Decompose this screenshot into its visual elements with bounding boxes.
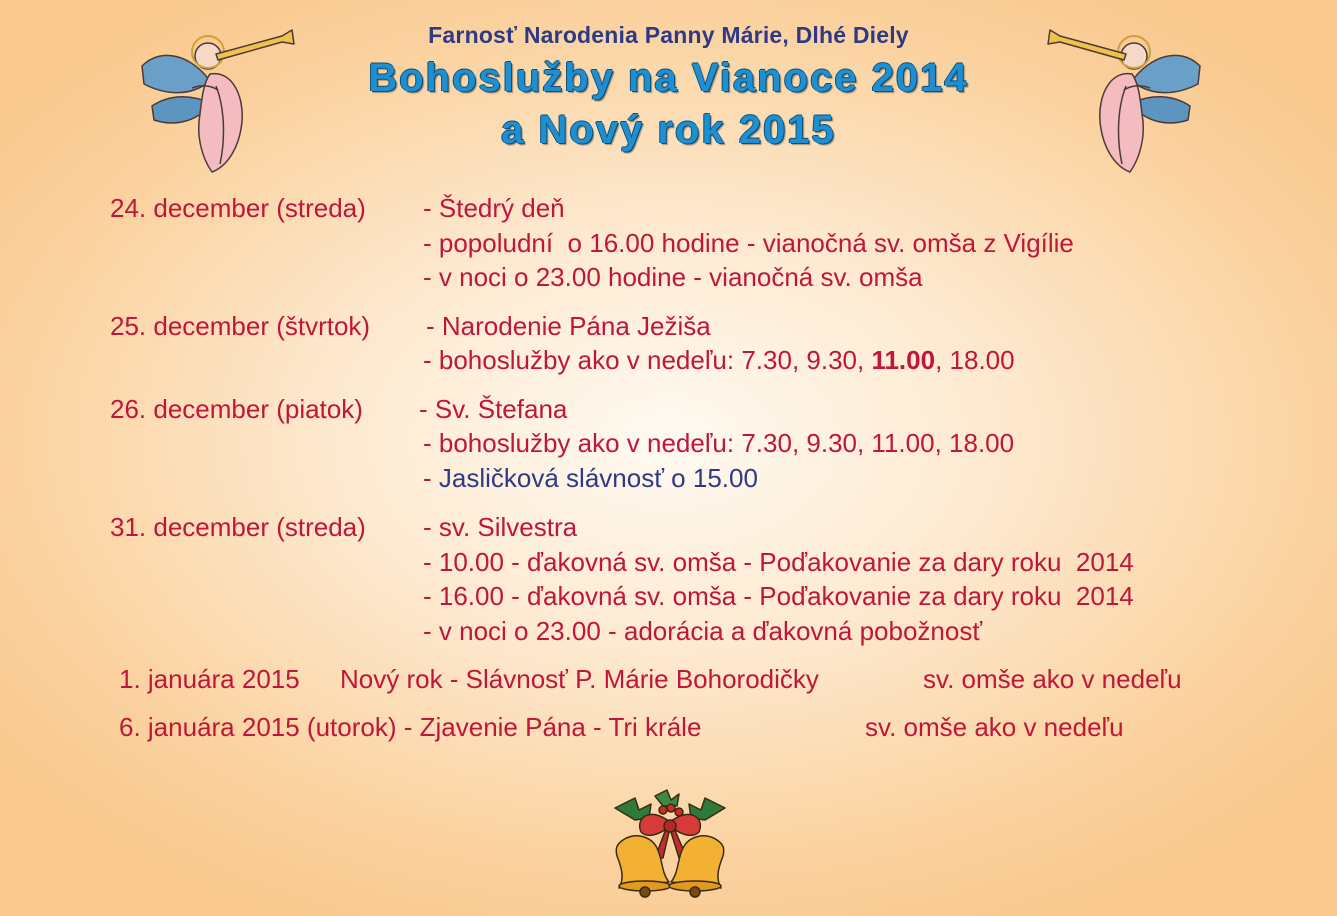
- dec-26-dash: -: [423, 463, 439, 493]
- jan-6-note: sv. omše ako v nedeľu: [865, 712, 1124, 742]
- date-dec-26: 26. december (piatok): [110, 394, 363, 424]
- dec-24-line-1: - Štedrý deň: [423, 193, 565, 223]
- dec-26-line-2: - bohoslužby ako v nedeľu: 7.30, 9.30, 11.00, 18.00: [423, 428, 1015, 458]
- christmas-bells-icon: [605, 788, 735, 898]
- dec-25-times: [423, 345, 1015, 375]
- dec-24-line-3: - v noci o 23.00 hodine - vianočná sv. omša: [423, 262, 923, 292]
- dec-24-line-2: - popoludní o 16.00 hodine - vianočná sv. omša z Vigílie: [423, 228, 1074, 258]
- date-dec-31: 31. december (streda): [110, 512, 366, 542]
- dec-25-times-prefix: - bohoslužby ako v nedeľu: 7.30, 9.30,: [423, 345, 872, 375]
- dec-25-line-1: - Narodenie Pána Ježiša: [426, 311, 711, 341]
- dec-26-line-1: - Sv. Štefana: [419, 394, 568, 424]
- page-title-line1: Bohoslužby na Vianoce 2014: [368, 56, 969, 100]
- jan-1-event: Nový rok - Slávnosť P. Márie Bohorodičky: [340, 664, 819, 694]
- date-jan-1: 1. januára 2015: [119, 664, 300, 694]
- angel-right-icon: [1040, 26, 1210, 176]
- dec-31-line-3: - 16.00 - ďakovná sv. omša - Poďakovanie za dary roku 2014: [423, 581, 1134, 611]
- dec-25-times-bold: 11.00: [871, 345, 936, 375]
- dec-25-times-suffix: , 18.00: [935, 345, 1015, 375]
- date-dec-24: 24. december (streda): [110, 193, 366, 223]
- date-jan-6: 6. januára 2015 (utorok) - Zjavenie Pána - Tri krále: [119, 712, 702, 742]
- angel-left-icon: [132, 26, 302, 176]
- page-title-line2: a Nový rok 2015: [501, 108, 836, 152]
- dec-31-line-4: - v noci o 23.00 - adorácia a ďakovná pobožnosť: [423, 616, 983, 646]
- nativity-play: Jasličková slávnosť o 15.00: [438, 463, 758, 493]
- date-dec-25: 25. december (štvrtok): [110, 311, 371, 341]
- parish-name: Farnosť Narodenia Panny Márie, Dlhé Diely: [428, 22, 909, 48]
- dec-31-line-2: - 10.00 - ďakovná sv. omša - Poďakovanie za dary roku 2014: [423, 547, 1134, 577]
- dec-31-line-1: - sv. Silvestra: [423, 512, 578, 542]
- dec-26-line-3: [423, 463, 758, 493]
- jan-1-note: sv. omše ako v nedeľu: [923, 664, 1182, 694]
